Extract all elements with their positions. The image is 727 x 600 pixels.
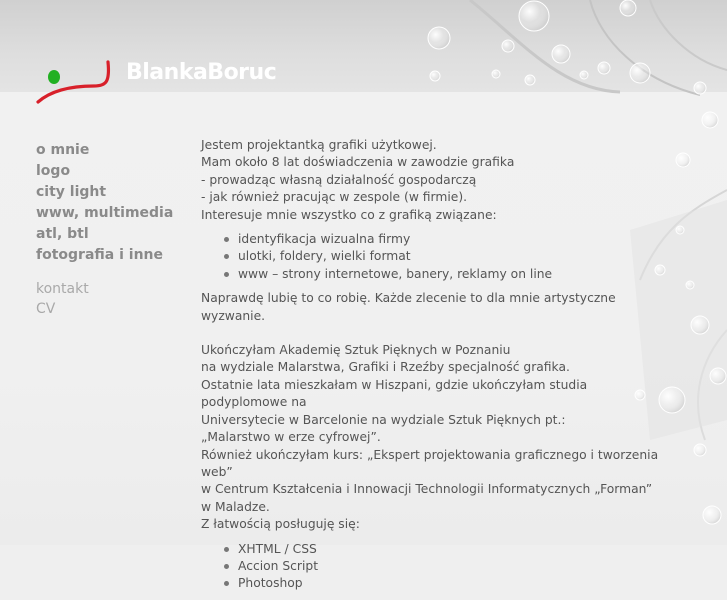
nav-item-fotografia[interactable]: fotografia i inne <box>36 247 163 263</box>
intro-line: Mam około 8 lat doświadczenia w zawodzie grafika <box>201 155 515 170</box>
logo-swoosh <box>38 62 108 102</box>
nav-item-kontakt[interactable]: kontakt <box>36 281 89 297</box>
nav-item-city-light[interactable]: city light <box>36 184 107 200</box>
intro-line: - jak również pracując w zespole (w firmie). <box>201 190 468 205</box>
nav-item-logo[interactable]: logo <box>36 163 71 179</box>
education-line: w Centrum Kształcenia i Innowacji Technologii Informatycznych „Forman” <box>201 482 653 497</box>
education-line: Universytecie w Barcelonie na wydziale Sztuk Pięknych pt.: <box>201 412 566 427</box>
nav-item-o-mnie[interactable]: o mnie <box>36 142 90 158</box>
intro-line: Interesuje mnie wszystko co z grafiką związane: <box>201 207 497 222</box>
list-item: identyfikacja wizualna firmy <box>238 231 671 248</box>
list-item: Photoshop <box>238 575 671 592</box>
education-line: „Malarstwo w erze cyfrowej”. <box>201 430 381 445</box>
secondary-navigation <box>36 279 89 319</box>
passion-text: Naprawdę lubię to co robię. Każde zlecenie to dla mnie artystyczne wyzwanie. <box>201 291 616 323</box>
interests-list <box>201 231 671 283</box>
logo-dot <box>48 70 60 84</box>
nav-item-www-multimedia[interactable]: www, multimedia <box>36 205 174 221</box>
education-line: Ostatnie lata mieszkałam w Hiszpani, gdzie ukończyłam studia podyplomowe na <box>201 377 588 410</box>
skills-list <box>201 541 671 593</box>
list-item: www – strony internetowe, banery, reklamy on line <box>238 266 671 283</box>
intro-line: Jestem projektantką grafiki użytkowej. <box>201 138 437 152</box>
main-navigation <box>36 140 173 266</box>
intro-line: - prowadząc własną działalność gospodarczą <box>201 172 477 187</box>
education-line: na wydziale Malarstwa, Grafiki i Rzeźby specjalność grafika. <box>201 360 570 375</box>
education-line: Ukończyłam Akademię Sztuk Pięknych w Poznaniu <box>201 343 511 358</box>
spacer <box>201 325 671 342</box>
brand-name[interactable]: BlankaBoruc <box>126 60 277 85</box>
education-line: Również ukończyłam kurs: „Ekspert projektowania graficznego i tworzenia web” <box>201 447 659 479</box>
education-line: w Maladze. <box>201 499 270 514</box>
list-item: ulotki, foldery, wielki format <box>238 248 671 265</box>
list-item: XHTML / CSS <box>238 541 671 558</box>
nav-item-atl-btl[interactable]: atl, btl <box>36 226 89 242</box>
main-content <box>201 137 671 600</box>
education-line: Z łatwością posługuję się: <box>201 517 360 532</box>
nav-item-cv[interactable]: CV <box>36 301 56 317</box>
list-item: Accion Script <box>238 558 671 575</box>
